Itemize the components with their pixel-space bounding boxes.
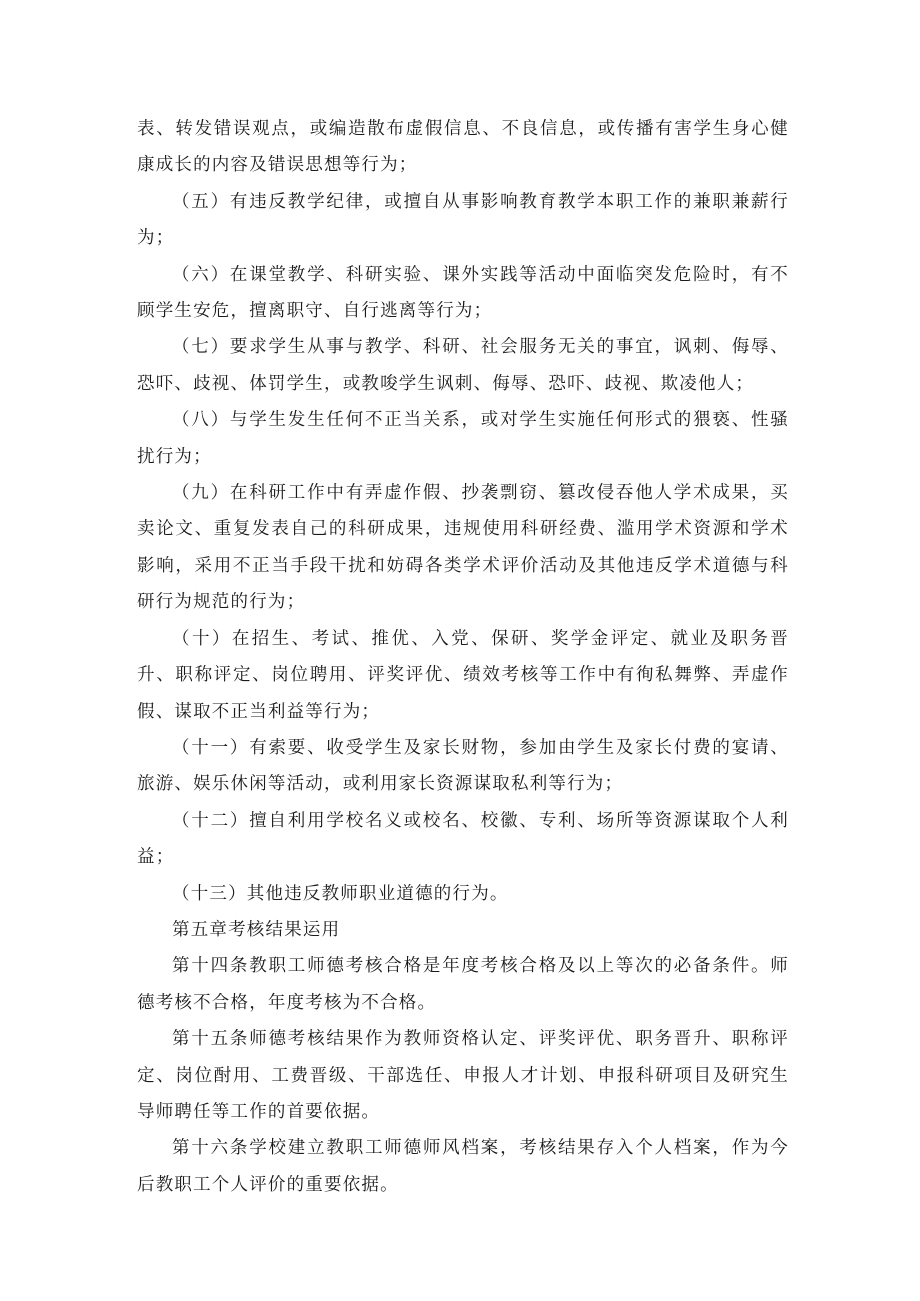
paragraph-item-5: （五）有违反教学纪律，或擅自从事影响教育教学本职工作的兼职兼薪行为；: [137, 191, 789, 249]
paragraph-item-12: （十二）擅自利用学校名义或校名、校徽、专利、场所等资源谋取个人利益；: [137, 810, 789, 868]
paragraph-item-6: （六）在课堂教学、科研实验、课外实践等活动中面临突发危险时，有不顾学生安危，擅离职守、自行逃离等行为；: [137, 264, 789, 322]
paragraph-item-11: （十一）有索要、收受学生及家长财物，参加由学生及家长付费的宴请、旅游、娱乐休闲等活动，或利用家长资源谋取私利等行为；: [137, 737, 789, 795]
chapter-heading: 第五章考核结果运用: [172, 919, 341, 940]
paragraph-item-8: （八）与学生发生任何不正当关系，或对学生实施任何形式的猥亵、性骚扰行为；: [137, 410, 789, 467]
article-16: 第十六条学校建立教职工师德师风档案，考核结果存入个人档案，作为今后教职工个人评价的重要依据。: [137, 1138, 789, 1195]
paragraph-item-9: （九）在科研工作中有弄虚作假、抄袭剽窃、篡改侵吞他人学术成果，买卖论文、重复发表自己的科研成果，违规使用科研经费、滥用学术资源和学术影响，采用不正当手段干扰和妨碍各类学术评价活动及其他违反学术道德与科研行为规范的行为；: [137, 483, 789, 613]
document-page: [137, 111, 789, 1203]
paragraph-item-7: （七）要求学生从事与教学、科研、社会服务无关的事宜，讽刺、侮辱、恐吓、歧视、体罚学生，或教唆学生讽刺、侮辱、恐吓、歧视、欺凌他人；: [137, 337, 789, 394]
paragraph-continuation: 表、转发错误观点，或编造散布虚假信息、不良信息，或传播有害学生身心健康成长的内容及错误思想等行为；: [137, 119, 789, 176]
paragraph-item-13: （十三）其他违反教师职业道德的行为。: [172, 883, 509, 904]
article-14: 第十四条教职工师德考核合格是年度考核合格及以上等次的必备条件。师德考核不合格，年度考核为不合格。: [137, 956, 789, 1013]
article-15: 第十五条师德考核结果作为教师资格认定、评奖评优、职务晋升、职称评定、岗位酎用、工费晋级、干部选任、申报人才计划、申报科研项目及研究生导师聘任等工作的首要依据。: [137, 1029, 789, 1122]
paragraph-item-10: （十）在招生、考试、推优、入党、保研、奖学金评定、就业及职务晋升、职称评定、岗位聘用、评奖评优、绩效考核等工作中有徇私舞弊、弄虚作假、谋取不正当利益等行为；: [137, 628, 789, 722]
